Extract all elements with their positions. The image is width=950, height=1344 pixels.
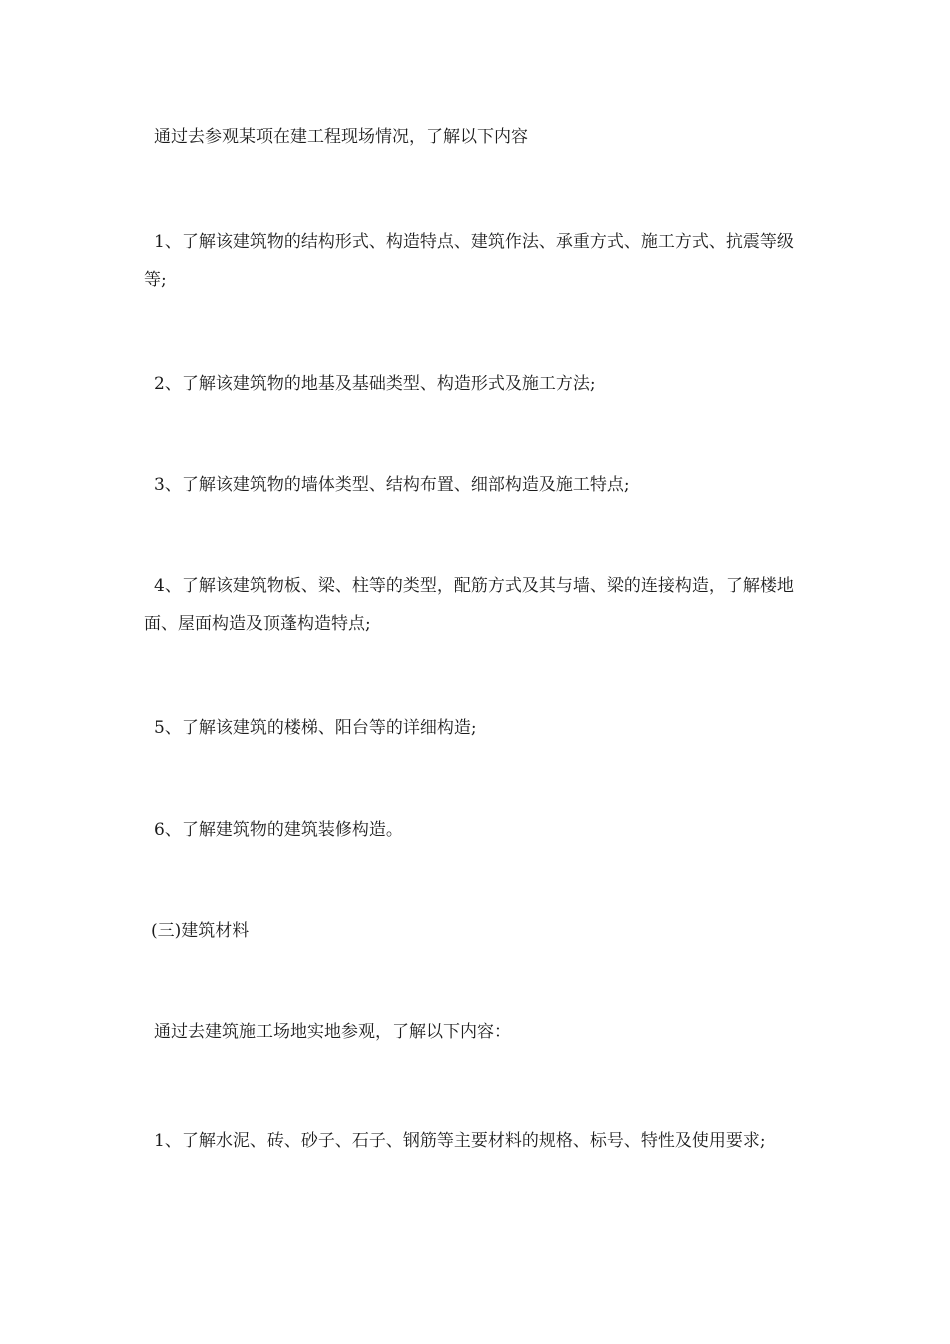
section-heading: (三)建筑材料: [151, 921, 250, 941]
material-list-item-1: 1、了解水泥、砖、砂子、石子、钢筋等主要材料的规格、标号、特性及使用要求;: [154, 1131, 766, 1151]
section-intro-paragraph: 通过去建筑施工场地实地参观，了解以下内容：: [154, 1022, 511, 1042]
list-item-5: 5、了解该建筑的楼梯、阳台等的详细构造;: [154, 718, 477, 738]
list-item-3: 3、了解该建筑物的墙体类型、结构布置、细部构造及施工特点;: [154, 475, 630, 495]
intro-paragraph: 通过去参观某项在建工程现场情况，了解以下内容: [154, 127, 528, 147]
list-item-4: 4、了解该建筑物板、梁、柱等的类型，配筋方式及其与墙、梁的连接构造，了解楼地面、屋面构造及顶蓬构造特点;: [144, 576, 794, 634]
list-item-2: 2、了解该建筑物的地基及基础类型、构造形式及施工方法;: [154, 374, 596, 394]
list-item-6: 6、了解建筑物的建筑装修构造。: [154, 820, 403, 840]
list-item-1: 1、了解该建筑物的结构形式、构造特点、建筑作法、承重方式、施工方式、抗震等级等;: [144, 232, 794, 290]
